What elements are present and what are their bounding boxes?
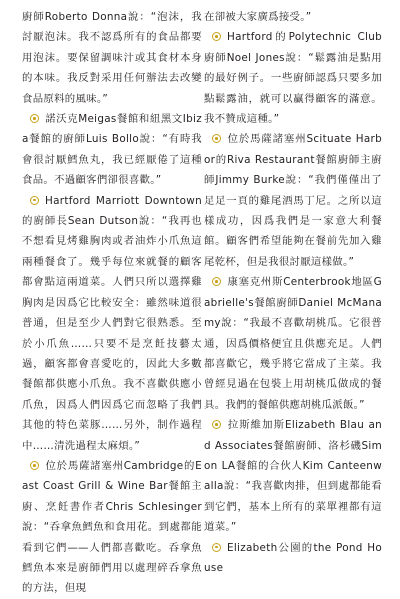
paragraph-text: 康塞克州斯Centerbrook地區Gabrielle's餐館廚師Daniel McManamy說：“我最不喜歡胡桃瓜。它很普通，因爲價格便宜且供應充足。人們都喜歡它，幾乎將它當成了主菜。我曾經見過在包裝上用胡桃瓜做成的餐具。我們的餐館供應胡桃瓜派飯。”: [204, 276, 382, 411]
paragraph-text: 諾沃克Meigas餐館和紐黑文Ibiza餐館的廚師Luis Bollo說：“有時我會很討厭鱈魚丸，我已經厭倦了這種食品。不過顧客們卻很喜歡。”: [22, 113, 202, 187]
paragraph-text: 廚師Roberto Donna說：“泡沫，我討厭泡沫。我不認爲所有的食品都要用泡沫。要保留調味汁或其食材本身的本味。我反對采用任何辦法去改變食品原料的風味。”: [22, 11, 202, 105]
paragraph-pond-house: [204, 538, 382, 579]
paragraph-text: Hartford Marriott Downtown的廚師長Sean Dutson說：“我再也不想看見烤雞胸肉或者油炸小爪魚這兩種餐食了。幾乎每位來就餐的顧客都會點這兩道菜。人們只所以選擇雞胸肉是因爲它比較安全：雖然味道很普通，但是至少人們對它很熟悉。至於小爪魚……只要不是烹飪技藝太過，顧客都會喜愛吃的，因此大多數餐館都供應小爪魚。我不喜歡供應小爪魚，因爲人們因爲它而忽略了我們其他的特色菜豚……另外，制作過程中……清洗過程太麻煩。”: [22, 194, 202, 452]
paragraph-kim-canteenwalla: [204, 415, 382, 537]
bullet-circle-icon: [212, 543, 221, 552]
bullet-circle-icon: [212, 134, 221, 143]
paragraph-text: 位於馬薩諸塞州Scituate Harbor的Riva Restaurant餐館廚師主廚師Jimmy Burke說：“我們僅僅出了足足一頁的雞尾酒馬丁尼。之所以這樣成功，因爲我們是一家意大利餐館。顧客們希望能夠在餐前先加入雞尾乾杯，但是我很討厭這樣做。”: [204, 133, 382, 268]
paragraph-text: 在卻被大家廣爲接受。”: [204, 11, 312, 23]
paragraph-text: 位於馬薩諸塞州Cambridge的East Coast Grill & Wine Bar餐館主廚、烹飪書作者Chris Schlesinger說：“呑拿魚鱈魚和食用花。到處都能看到它們——人們都喜歡吃。呑拿魚鱈魚本來是廚師們用以處理碎呑拿魚的方法，但現: [22, 459, 202, 595]
paragraph-roberto-donna: [22, 7, 202, 109]
bullet-circle-icon: [212, 277, 221, 286]
paragraph-luis-bollo: [22, 109, 202, 191]
paragraph-text: Elizabeth公園的the Pond House: [204, 541, 382, 574]
paragraph-text: 拉斯維加斯Elizabeth Blau and Associates餐館廚師、洛杉磯Simon LA餐館的合伙人Kim Canteenwalla說：“我喜歡肉排，但到處都能看到它們，基本上所有的菜單裡都有這道菜。”: [204, 419, 382, 534]
bullet-circle-icon: [212, 32, 221, 41]
bullet-circle-icon: [30, 461, 39, 470]
paragraph-jimmy-burke: [204, 129, 382, 272]
paragraph-sean-dutson: [22, 191, 202, 456]
paragraph-noel-jones: [204, 27, 382, 129]
right-column: [204, 7, 382, 578]
paragraph-text: Hartford的Polytechnic Club廚師Noel Jones說：“鬆露油是點用的最好例子。一些廚師認爲只要多加點鬆露油，就可以贏得顧客的滿意。我不贊成這種。”: [204, 31, 382, 126]
bullet-circle-icon: [30, 114, 39, 123]
bullet-circle-icon: [212, 420, 221, 429]
left-column: [22, 7, 202, 599]
bullet-circle-icon: [30, 196, 39, 205]
paragraph-daniel-mcmanamy: [204, 272, 382, 415]
paragraph-chris-schlesinger: [22, 456, 202, 599]
paragraph-continuation: [204, 7, 382, 27]
